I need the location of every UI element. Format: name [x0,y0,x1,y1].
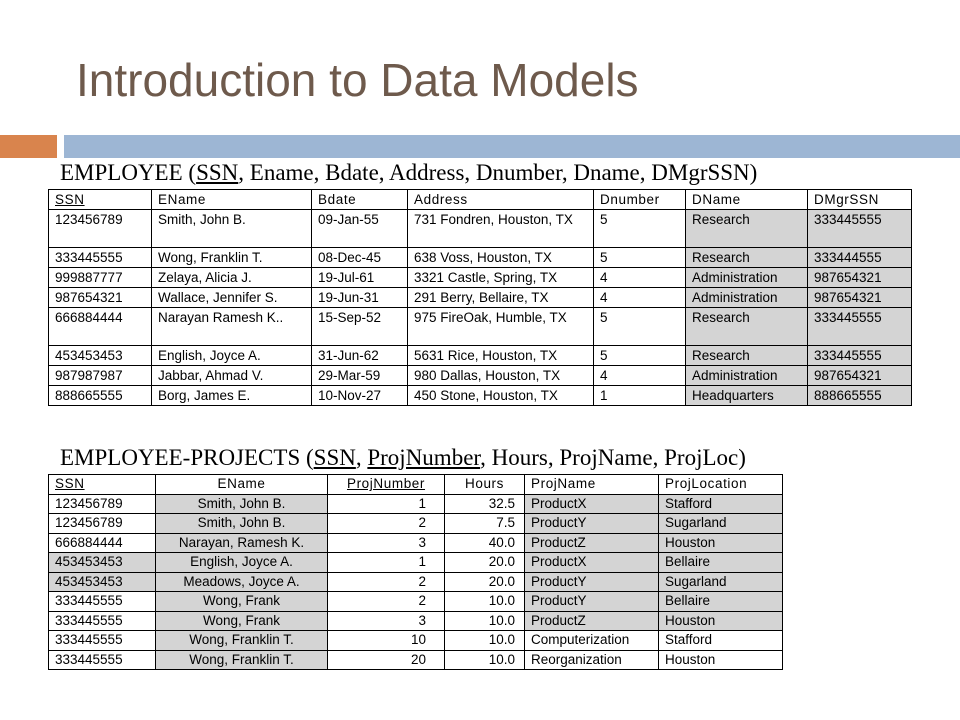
projects-cell-projlocation: Bellaire [659,553,783,573]
employee-row [49,386,912,406]
employee-row [49,308,912,346]
projects-cell-ename: Smith, John B. [156,494,328,514]
employee-row [49,248,912,268]
projects-cell-projlocation: Houston [659,533,783,553]
employee-cell-dmgrssn: 333445555 [808,210,912,248]
employee-col-dnumber: Dnumber [594,190,686,210]
employee-cell-ssn: 666884444 [49,308,152,346]
employee-row [49,346,912,366]
projects-row [49,572,783,592]
projects-cell-ename: Narayan, Ramesh K. [156,533,328,553]
projects-cell-projlocation: Sugarland [659,514,783,534]
projects-cell-projlocation: Stafford [659,494,783,514]
employee-cell-ssn: 999887777 [49,268,152,288]
employee-cell-ssn: 987987987 [49,366,152,386]
employee-cell-dnumber: 5 [594,248,686,268]
employee-cell-ename: Jabbar, Ahmad V. [152,366,312,386]
projects-cell-projname: Reorganization [525,650,659,670]
employee-cell-address: 450 Stone, Houston, TX [408,386,594,406]
employee-cell-bdate: 31-Jun-62 [312,346,408,366]
employee-schema-line [60,159,757,187]
projects-cell-ename: Wong, Frank [156,611,328,631]
projects-cell-projlocation: Sugarland [659,572,783,592]
projects-cell-projnumber: 3 [328,533,445,553]
projects-cell-projnumber: 2 [328,514,445,534]
employee-cell-dnumber: 4 [594,268,686,288]
projects-col-hours: Hours [445,475,525,495]
projects-col-ename: EName [156,475,328,495]
employee-col-bdate: Bdate [312,190,408,210]
employee-row [49,366,912,386]
employee-cell-ename: Zelaya, Alicia J. [152,268,312,288]
employee-cell-dnumber: 1 [594,386,686,406]
employee-col-address: Address [408,190,594,210]
employee-cell-dnumber: 5 [594,210,686,248]
employee-schema-key: SSN [196,160,239,185]
projects-cell-projlocation: Houston [659,650,783,670]
projects-cell-hours: 10.0 [445,611,525,631]
projects-cell-projname: ProductY [525,572,659,592]
employee-cell-dname: Administration [686,268,808,288]
projects-cell-ssn: 333445555 [49,611,156,631]
projects-cell-ssn: 333445555 [49,650,156,670]
employee-cell-bdate: 08-Dec-45 [312,248,408,268]
projects-cell-ename: Wong, Frank [156,592,328,612]
employee-cell-dname: Research [686,346,808,366]
employee-cell-dnumber: 5 [594,346,686,366]
projects-cell-hours: 20.0 [445,553,525,573]
projects-cell-ename: Wong, Franklin T. [156,650,328,670]
projects-cell-projlocation: Stafford [659,631,783,651]
projects-row [49,631,783,651]
projects-table [48,474,783,670]
employee-cell-ename: Borg, James E. [152,386,312,406]
projects-cell-ssn: 666884444 [49,533,156,553]
employee-cell-bdate: 15-Sep-52 [312,308,408,346]
projects-row [49,592,783,612]
employee-cell-address: 731 Fondren, Houston, TX [408,210,594,248]
projects-row [49,494,783,514]
employee-cell-bdate: 19-Jul-61 [312,268,408,288]
employee-cell-ename: Narayan Ramesh K.. [152,308,312,346]
employee-cell-dmgrssn: 987654321 [808,366,912,386]
projects-cell-projlocation: Bellaire [659,592,783,612]
projects-cell-ssn: 123456789 [49,494,156,514]
projects-cell-hours: 10.0 [445,631,525,651]
projects-cell-projlocation: Houston [659,611,783,631]
projects-cell-hours: 40.0 [445,533,525,553]
projects-row [49,650,783,670]
projects-cell-projname: ProductY [525,592,659,612]
projects-cell-ename: English, Joyce A. [156,553,328,573]
employee-header-row [49,190,912,210]
employee-cell-dmgrssn: 333444555 [808,248,912,268]
projects-row [49,611,783,631]
projects-col-projnumber: ProjNumber [328,475,445,495]
projects-cell-ssn: 453453453 [49,572,156,592]
employee-cell-dname: Administration [686,288,808,308]
projects-cell-ssn: 453453453 [49,553,156,573]
employee-cell-address: 3321 Castle, Spring, TX [408,268,594,288]
employee-cell-ename: Smith, John B. [152,210,312,248]
employee-cell-dmgrssn: 333445555 [808,346,912,366]
projects-header-row [49,475,783,495]
employee-cell-dname: Research [686,210,808,248]
employee-cell-dname: Research [686,308,808,346]
projects-cell-projnumber: 10 [328,631,445,651]
employee-col-ename: EName [152,190,312,210]
projects-cell-projname: ProductX [525,553,659,573]
projects-cell-projnumber: 2 [328,592,445,612]
projects-schema-key-ssn: SSN [313,445,356,470]
projects-cell-ssn: 123456789 [49,514,156,534]
employee-cell-address: 980 Dallas, Houston, TX [408,366,594,386]
projects-cell-projname: Computerization [525,631,659,651]
projects-col-ssn: SSN [49,475,156,495]
employee-cell-dmgrssn: 333445555 [808,308,912,346]
projects-row [49,553,783,573]
projects-col-projlocation: ProjLocation [659,475,783,495]
projects-schema-sep: , [355,445,368,470]
projects-cell-ename: Wong, Franklin T. [156,631,328,651]
projects-schema-prefix: EMPLOYEE-PROJECTS ( [60,445,314,470]
employee-cell-dnumber: 4 [594,288,686,308]
projects-cell-hours: 10.0 [445,592,525,612]
employee-row [49,288,912,308]
projects-cell-projname: ProductZ [525,533,659,553]
employee-cell-dname: Headquarters [686,386,808,406]
employee-cell-address: 975 FireOak, Humble, TX [408,308,594,346]
projects-cell-hours: 7.5 [445,514,525,534]
projects-cell-hours: 10.0 [445,650,525,670]
employee-col-dmgrssn: DMgrSSN [808,190,912,210]
employee-cell-bdate: 10-Nov-27 [312,386,408,406]
projects-cell-projnumber: 3 [328,611,445,631]
employee-cell-address: 5631 Rice, Houston, TX [408,346,594,366]
projects-cell-projnumber: 2 [328,572,445,592]
employee-cell-ename: English, Joyce A. [152,346,312,366]
employee-cell-dnumber: 5 [594,308,686,346]
employee-cell-dmgrssn: 987654321 [808,268,912,288]
projects-cell-projname: ProductX [525,494,659,514]
employee-col-ssn: SSN [49,190,152,210]
projects-cell-projnumber: 20 [328,650,445,670]
projects-cell-projnumber: 1 [328,553,445,573]
projects-cell-hours: 32.5 [445,494,525,514]
employee-cell-dmgrssn: 888665555 [808,386,912,406]
employee-cell-ssn: 333445555 [49,248,152,268]
employee-cell-bdate: 29-Mar-59 [312,366,408,386]
projects-schema-line [60,444,746,472]
projects-cell-projname: ProductZ [525,611,659,631]
projects-cell-ename: Meadows, Joyce A. [156,572,328,592]
employee-col-dname: DName [686,190,808,210]
slide-title: Introduction to Data Models [76,54,639,106]
employee-cell-dname: Research [686,248,808,268]
employee-row [49,268,912,288]
projects-cell-projnumber: 1 [328,494,445,514]
employee-cell-dname: Administration [686,366,808,386]
projects-cell-hours: 20.0 [445,572,525,592]
employee-cell-ename: Wallace, Jennifer S. [152,288,312,308]
employee-cell-bdate: 19-Jun-31 [312,288,408,308]
projects-row [49,514,783,534]
employee-cell-dmgrssn: 987654321 [808,288,912,308]
employee-schema-prefix: EMPLOYEE ( [60,160,197,185]
projects-col-projname: ProjName [525,475,659,495]
projects-schema-rest: , Hours, ProjName, ProjLoc) [480,445,746,470]
employee-cell-ssn: 987654321 [49,288,152,308]
accent-bar-orange [0,135,57,158]
employee-table [48,189,912,406]
employee-row [49,210,912,248]
accent-bar-blue [64,135,960,158]
employee-cell-ename: Wong, Franklin T. [152,248,312,268]
projects-cell-ssn: 333445555 [49,631,156,651]
employee-cell-address: 291 Berry, Bellaire, TX [408,288,594,308]
projects-cell-projname: ProductY [525,514,659,534]
employee-cell-ssn: 453453453 [49,346,152,366]
projects-row [49,533,783,553]
employee-cell-ssn: 123456789 [49,210,152,248]
projects-cell-ssn: 333445555 [49,592,156,612]
employee-schema-rest: , Ename, Bdate, Address, Dnumber, Dname, DMgrSSN) [238,160,758,185]
employee-cell-bdate: 09-Jan-55 [312,210,408,248]
projects-schema-key-projnumber: ProjNumber [367,445,481,470]
employee-cell-ssn: 888665555 [49,386,152,406]
employee-cell-dnumber: 4 [594,366,686,386]
projects-cell-ename: Smith, John B. [156,514,328,534]
employee-cell-address: 638 Voss, Houston, TX [408,248,594,268]
